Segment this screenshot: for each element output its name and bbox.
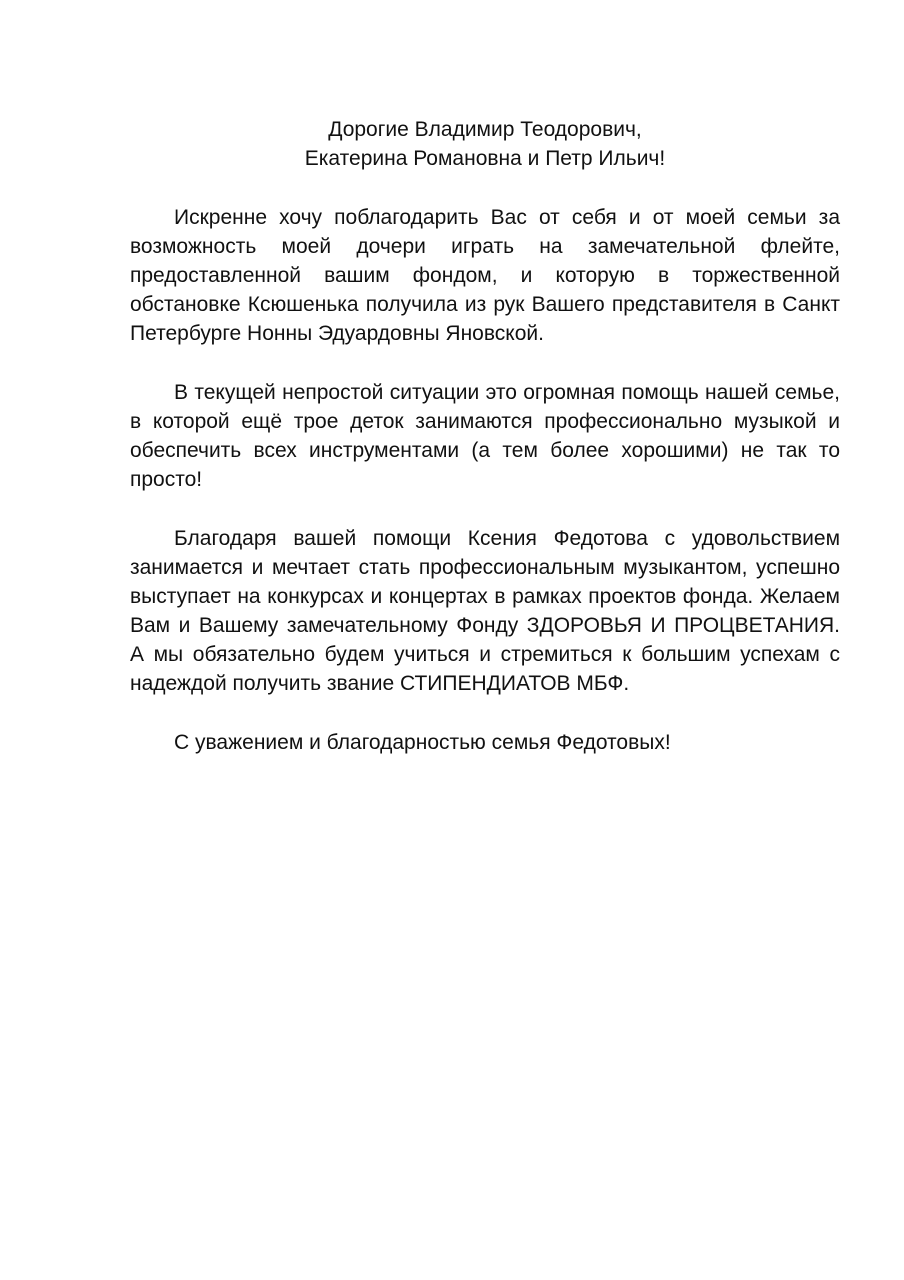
salutation	[130, 115, 840, 173]
paragraph-situation: В текущей непростой ситуации это огромная помощь нашей семье, в которой ещё трое деток занимаются профессионально музыкой и обеспечить всех инструментами (а тем более хорошими) не так то просто!	[130, 381, 840, 491]
letter-body	[130, 115, 840, 757]
closing-signature: С уважением и благодарностью семья Федотовых!	[174, 731, 671, 754]
paragraph-gratitude: Искренне хочу поблагодарить Вас от себя и от моей семьи за возможность моей дочери играть на замечательной флейте, предоставленной вашим фондом, и которую в торжественной обстановке Ксюшенька получила из рук Вашего представителя в Санкт Петербурге Нонны Эдуардовны Яновской.	[130, 206, 840, 345]
paragraph-progress: Благодаря вашей помощи Ксения Федотова с удовольствием занимается и мечтает стать профессиональным музыкантом, успешно выступает на конкурсах и концертах в рамках проектов фонда. Желаем Вам и Вашему замечательному Фонду ЗДОРОВЬЯ И ПРОЦВЕТАНИЯ. А мы обязательно будем учиться и стремиться к большим успехам с надеждой получить звание СТИПЕНДИАТОВ МБФ.	[130, 527, 840, 695]
salutation-line-2: Екатерина Романовна и Петр Ильич!	[304, 147, 666, 170]
salutation-line-1: Дорогие Владимир Теодорович,	[328, 118, 642, 141]
